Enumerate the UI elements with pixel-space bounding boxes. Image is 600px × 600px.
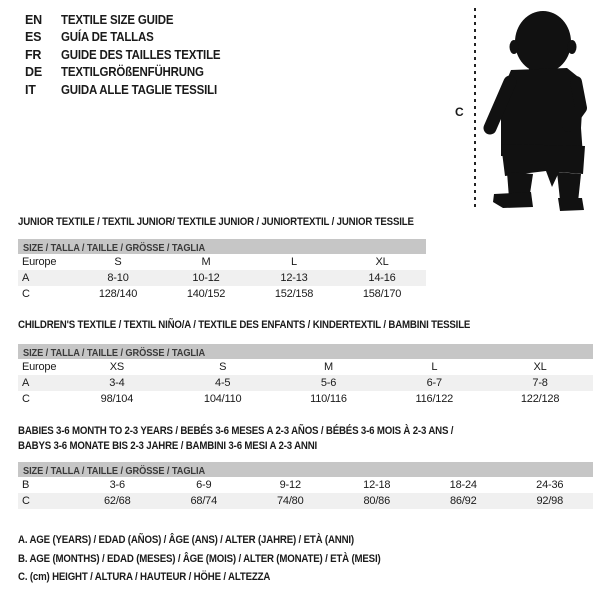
- table-cell: 6-9: [196, 479, 212, 491]
- table-cell: M: [201, 256, 211, 268]
- table-cell: 104/110: [203, 393, 242, 405]
- language-row: [25, 29, 234, 47]
- table-cell: 80/86: [363, 495, 391, 507]
- language-row: [25, 11, 234, 29]
- table-cell: 110/116: [310, 393, 347, 405]
- table-cell: 9-12: [279, 479, 301, 491]
- table-cell: L: [431, 361, 438, 373]
- table-cell: 6-7: [426, 377, 442, 389]
- size-table: [18, 239, 426, 302]
- table-title-line: BABIES 3-6 MONTH TO 2-3 YEARS / BEBÉS 3-6 MESES A 2-3 AÑOS / BÉBÉS 3-6 MOIS À 2-3 ANS /: [18, 425, 454, 437]
- table-cell: 4-5: [215, 377, 231, 389]
- table-cell: 3-6: [109, 479, 125, 491]
- language-code: FR: [25, 47, 42, 62]
- table-cell: XS: [109, 361, 125, 373]
- table-size-header-text: SIZE / TALLA / TAILLE / GRÖSSE / TAGLIA: [23, 347, 206, 359]
- table-cell: 92/98: [536, 495, 564, 507]
- row-label: Europe: [22, 256, 57, 268]
- language-code: DE: [25, 65, 42, 80]
- language-row: [25, 81, 234, 99]
- table-cell: S: [114, 256, 122, 268]
- table-row: [18, 254, 426, 270]
- table-cell: 5-6: [320, 377, 337, 389]
- table-row: [18, 375, 593, 391]
- language-label: GUIDE DES TAILLES TEXTILE: [61, 47, 221, 62]
- table-cell: 68/74: [190, 495, 218, 507]
- table-title: [18, 318, 593, 333]
- table-row: [18, 391, 593, 407]
- section-junior-textile: [18, 215, 426, 302]
- table-cell: 152/158: [274, 288, 314, 300]
- section-babies-textile: [18, 424, 593, 509]
- table-cell: L: [291, 256, 297, 268]
- table-title-line: BABYS 3-6 MONATE BIS 2-3 JAHRE / BAMBINI 3-6 MESI A 2-3 ANNI: [18, 440, 318, 452]
- table-cell: S: [219, 361, 227, 373]
- table-cell: 128/140: [98, 288, 138, 300]
- table-cell: 158/170: [362, 288, 402, 300]
- height-measure-dotted-line: [474, 8, 476, 209]
- table-title-line: JUNIOR TEXTILE / TEXTIL JUNIOR/ TEXTILE JUNIOR / JUNIORTEXTIL / JUNIOR TESSILE: [18, 216, 414, 228]
- baby-silhouette-icon: [481, 8, 595, 212]
- table-cell: 116/122: [415, 393, 454, 405]
- table-cell: 18-24: [449, 479, 477, 491]
- language-label: GUIDA ALLE TAGLIE TESSILI: [61, 82, 217, 97]
- size-table: [18, 462, 593, 509]
- measurement-legend: [18, 531, 430, 587]
- table-cell: 140/152: [186, 288, 226, 300]
- table-cell: 62/68: [103, 495, 131, 507]
- table-cell: 8-10: [107, 272, 129, 284]
- table-row: [18, 493, 593, 509]
- table-size-header-text: SIZE / TALLA / TAILLE / GRÖSSE / TAGLIA: [23, 242, 206, 254]
- table-cell: 24-36: [536, 479, 564, 491]
- size-table: [18, 344, 593, 407]
- row-label: C: [22, 393, 30, 405]
- table-row: [18, 270, 426, 286]
- language-code: EN: [25, 12, 42, 27]
- table-cell: 12-13: [280, 272, 308, 284]
- table-size-header-text: SIZE / TALLA / TAILLE / GRÖSSE / TAGLIA: [23, 465, 206, 477]
- table-title-line: CHILDREN'S TEXTILE / TEXTIL NIÑO/A / TEXTILE DES ENFANTS / KINDERTEXTIL / BAMBINI TESSILE: [18, 319, 471, 331]
- language-label: TEXTILGRÖßENFÜHRUNG: [61, 65, 204, 80]
- language-list: [25, 11, 234, 99]
- table-cell: 3-4: [109, 377, 125, 389]
- table-cell: 86/92: [449, 495, 477, 507]
- language-label: TEXTILE SIZE GUIDE: [61, 12, 174, 27]
- table-cell: 7-8: [532, 377, 548, 389]
- table-cell: 98/104: [100, 393, 134, 405]
- row-label: A: [22, 272, 30, 284]
- table-size-header-bar: [18, 462, 593, 477]
- table-row: [18, 359, 593, 375]
- table-cell: 12-18: [363, 479, 391, 491]
- table-size-header-bar: [18, 239, 426, 254]
- table-row: [18, 477, 593, 493]
- legend-line: A. AGE (YEARS) / EDAD (AÑOS) / ÂGE (ANS) / ALTER (JAHRE) / ETÀ (ANNI): [18, 534, 354, 546]
- section-childrens-textile: [18, 318, 593, 407]
- table-cell: XL: [375, 256, 389, 268]
- legend-line: C. (cm) HEIGHT / ALTURA / HAUTEUR / HÖHE / ALTEZZA: [18, 571, 271, 583]
- row-label: C: [22, 495, 30, 507]
- row-label: C: [22, 288, 30, 300]
- table-title: [18, 215, 426, 230]
- table-cell: XL: [533, 361, 547, 373]
- row-label: B: [22, 479, 30, 491]
- height-c-label: C: [455, 105, 464, 119]
- table-cell: 14-16: [368, 272, 396, 284]
- table-cell: 10-12: [192, 272, 220, 284]
- language-label: GUÍA DE TALLAS: [61, 30, 154, 45]
- table-size-header-bar: [18, 344, 593, 359]
- table-cell: 122/128: [520, 393, 560, 405]
- table-cell: 74/80: [276, 495, 304, 507]
- language-row: [25, 46, 234, 64]
- legend-line: B. AGE (MONTHS) / EDAD (MESES) / ÂGE (MOIS) / ALTER (MONATE) / ETÀ (MESI): [18, 552, 381, 565]
- row-label: Europe: [22, 361, 57, 373]
- language-code: ES: [25, 30, 42, 45]
- table-row: [18, 286, 426, 302]
- row-label: A: [22, 377, 30, 389]
- language-row: [25, 64, 234, 82]
- language-code: IT: [25, 82, 36, 97]
- table-title: [18, 424, 593, 454]
- table-cell: M: [324, 361, 333, 373]
